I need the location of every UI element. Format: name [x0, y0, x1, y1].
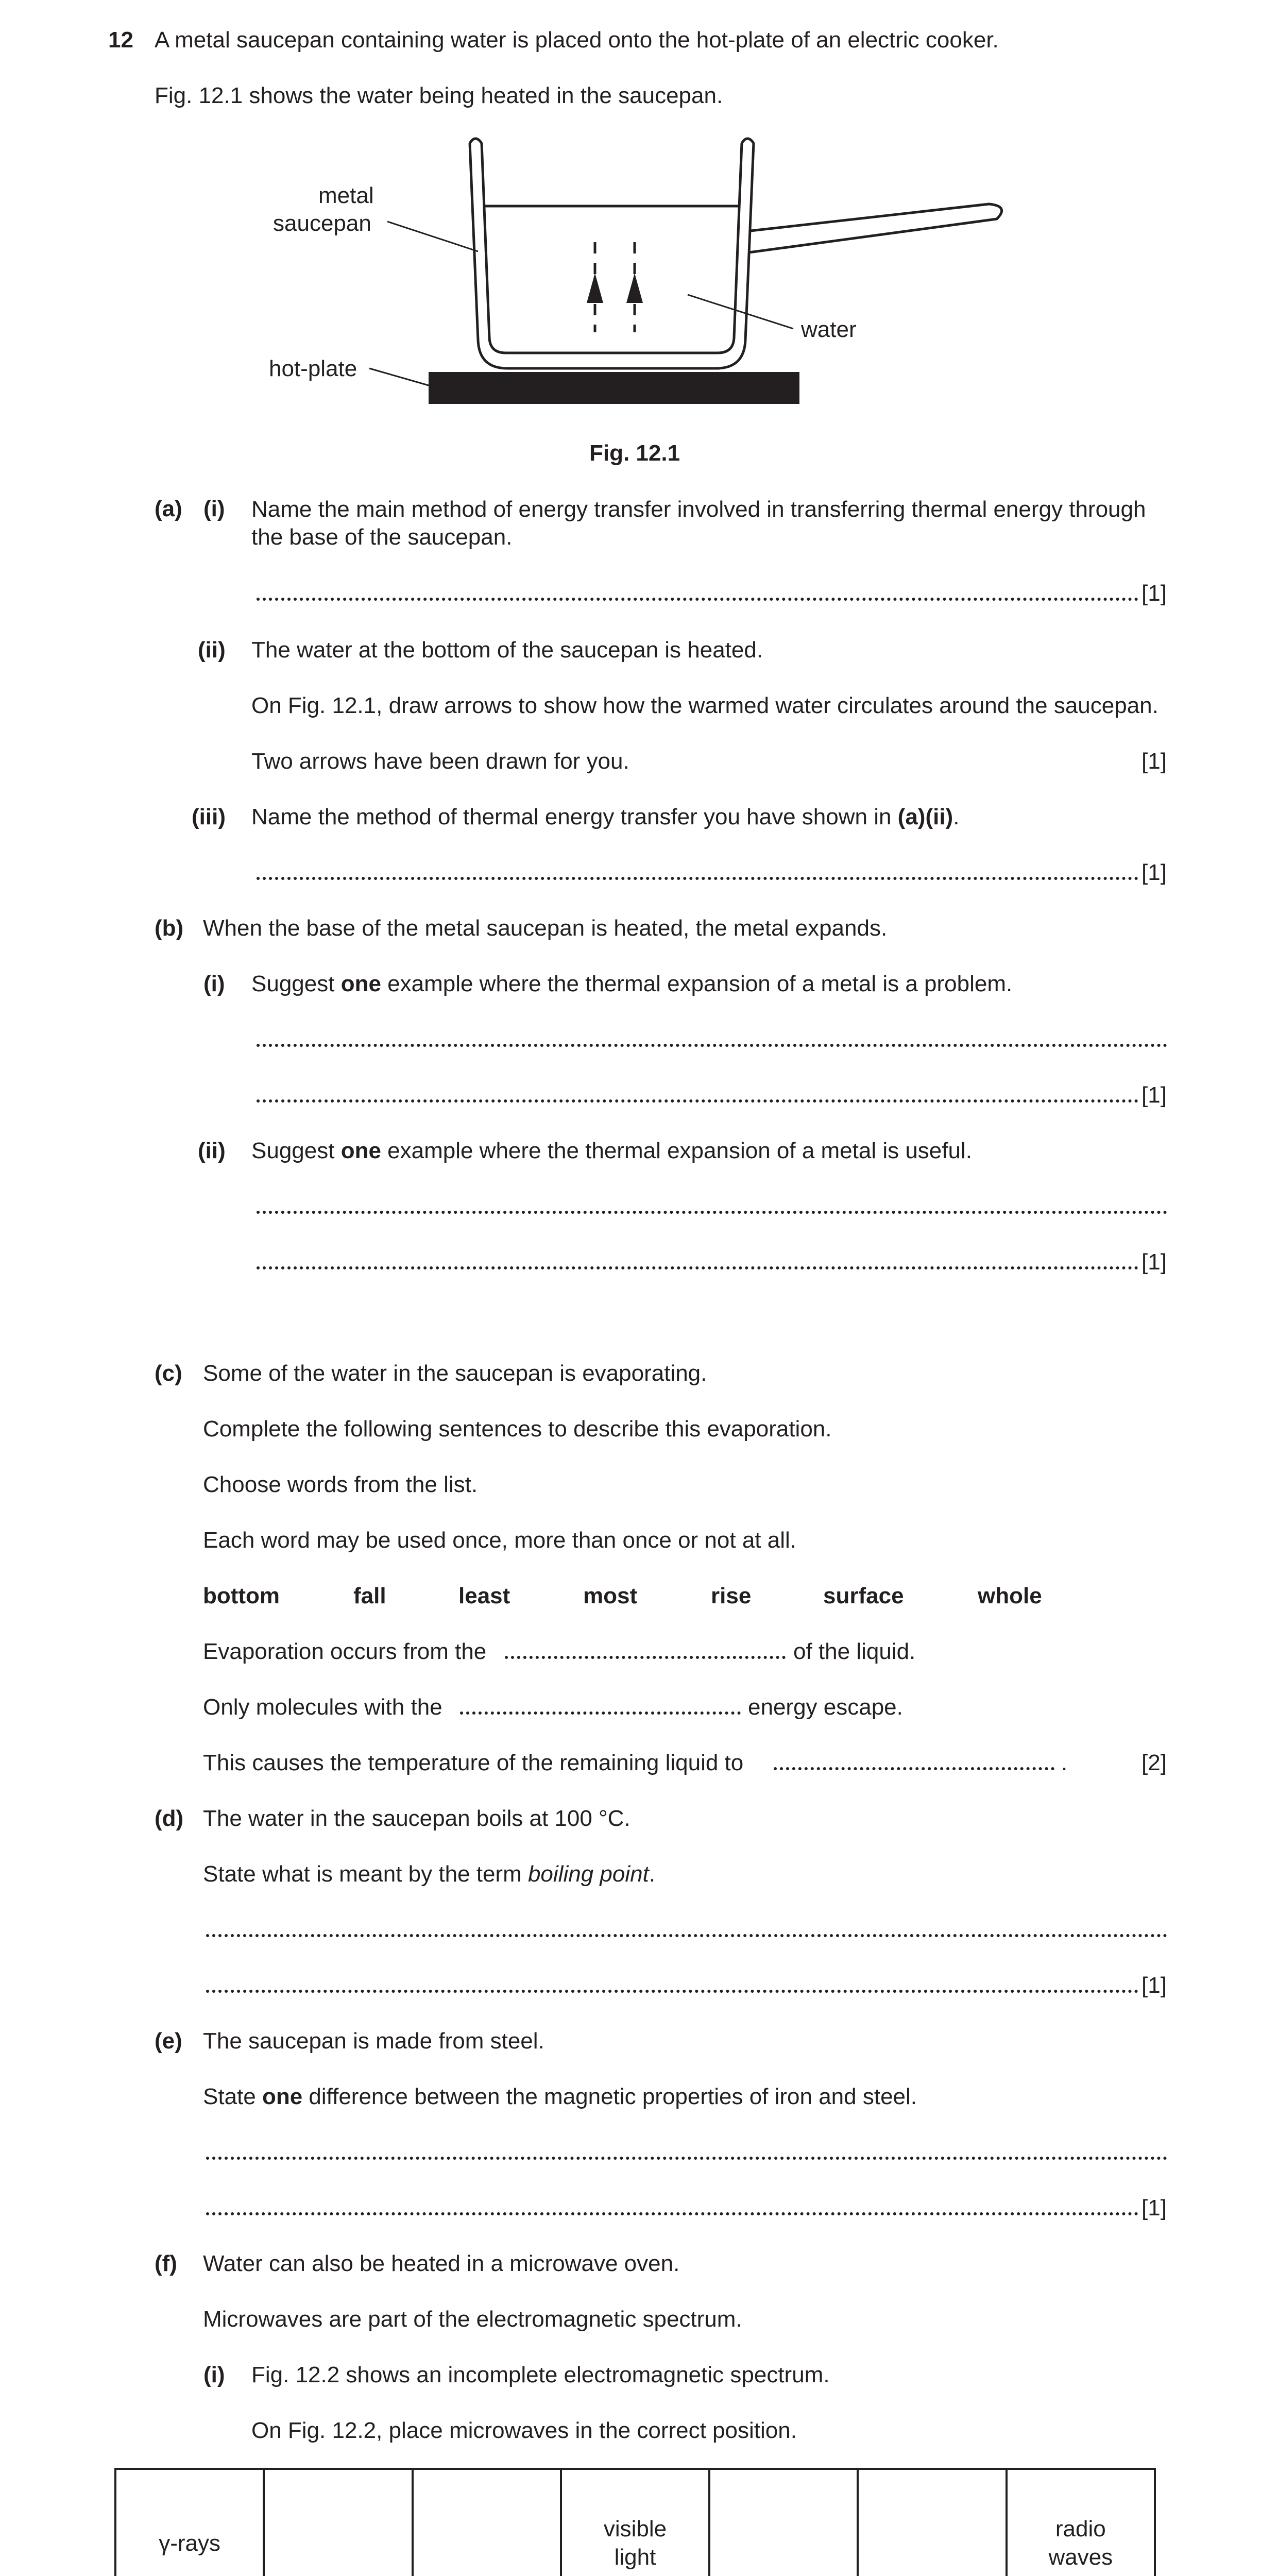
leader-water — [688, 295, 793, 329]
part-b-i-text — [251, 971, 1012, 998]
label-water: water — [801, 317, 857, 342]
part-d-line1: The water in the saucepan boils at 100 °C. — [203, 1806, 631, 1831]
sentence-2-post: energy escape. — [748, 1694, 903, 1720]
answer-line-e-2[interactable] — [206, 2212, 1138, 2215]
answer-line-d-2[interactable] — [206, 1990, 1138, 1993]
saucepan-diagram — [0, 0, 1278, 422]
part-e-line2 — [203, 2083, 917, 2111]
spectrum-cell-3 — [562, 2470, 710, 2576]
figure-intro: Fig. 12.1 shows the water being heated in the saucepan. — [155, 83, 723, 108]
spectrum-cell-4[interactable] — [710, 2470, 859, 2576]
arrow-head-left — [587, 273, 603, 303]
answer-line-a-iii[interactable] — [257, 877, 1138, 880]
part-f-line1: Water can also be heated in a microwave oven. — [203, 2251, 680, 2276]
word-surface: surface — [823, 1583, 904, 1608]
spectrum-cell-0 — [116, 2470, 265, 2576]
question-intro: A metal saucepan containing water is placed onto the hot-plate of an electric cooker. — [155, 27, 999, 53]
answer-line-b-ii-2[interactable] — [257, 1266, 1138, 1269]
word-whole: whole — [978, 1583, 1042, 1608]
mark-e: [1] — [1141, 2195, 1167, 2221]
spectrum-cell-2[interactable] — [414, 2470, 562, 2576]
part-c-label: (c) — [155, 1361, 182, 1386]
part-f-line2: Microwaves are part of the electromagnetic spectrum. — [203, 2307, 742, 2332]
mark-a-i: [1] — [1141, 581, 1167, 606]
part-b-i-bold: one — [340, 971, 381, 996]
mark-d: [1] — [1141, 1973, 1167, 1998]
part-c-line1: Some of the water in the saucepan is evaporating. — [203, 1361, 707, 1386]
word-fall: fall — [353, 1583, 386, 1608]
arrow-head-right — [626, 273, 643, 303]
answer-line-a-i[interactable] — [257, 598, 1138, 601]
answer-line-e-1[interactable] — [206, 2157, 1167, 2160]
answer-blank-s2[interactable] — [460, 1711, 741, 1715]
sentence-2-pre: Only molecules with the — [203, 1694, 442, 1720]
part-e-bold: one — [262, 2084, 303, 2109]
part-e-line1: The saucepan is made from steel. — [203, 2028, 544, 2054]
part-b-ii-text — [251, 1138, 972, 1165]
sentence-1-pre: Evaporation occurs from the — [203, 1639, 487, 1664]
saucepan-rim-right — [742, 139, 754, 143]
part-b-ii-bold: one — [340, 1138, 381, 1163]
spectrum-cell-5[interactable] — [859, 2470, 1007, 2576]
part-f-i-line2: On Fig. 12.2, place microwaves in the correct position. — [251, 2418, 797, 2443]
sentence-3-post: . — [1061, 1750, 1068, 1775]
word-bottom: bottom — [203, 1583, 280, 1608]
mark-b-i: [1] — [1141, 1082, 1167, 1108]
part-a-ii-line2: On Fig. 12.1, draw arrows to show how the warmed water circulates around the saucepan. — [251, 693, 1158, 718]
part-f-i-line1: Fig. 12.2 shows an incomplete electromagnetic spectrum. — [251, 2362, 830, 2387]
part-a-iii-label: (iii) — [192, 804, 226, 829]
answer-line-b-i-1[interactable] — [257, 1044, 1167, 1047]
mark-b-ii: [1] — [1141, 1249, 1167, 1275]
part-a-iii-ref: (a)(ii) — [897, 804, 953, 829]
answer-blank-s1[interactable] — [505, 1656, 786, 1659]
spectrum-cell-6 — [1008, 2470, 1154, 2576]
mark-c: [2] — [1141, 1750, 1167, 1775]
answer-line-b-ii-1[interactable] — [257, 1211, 1167, 1214]
label-saucepan: saucepan — [273, 211, 371, 236]
part-e-label: (e) — [155, 2028, 182, 2054]
part-a-iii-text-post: . — [953, 804, 960, 829]
part-e-pre: State — [203, 2084, 262, 2109]
question-number: 12 — [108, 27, 133, 53]
part-b-i-label: (i) — [203, 971, 225, 996]
part-d-term: boiling point — [527, 1861, 649, 1887]
part-b-ii-post: example where the thermal expansion of a metal is useful. — [381, 1138, 972, 1163]
word-most: most — [583, 1583, 638, 1608]
part-d-label: (d) — [155, 1806, 184, 1831]
part-a-iii-text-pre: Name the method of thermal energy transfer you have shown in — [251, 804, 898, 829]
part-a-ii-line1: The water at the bottom of the saucepan is heated. — [251, 637, 763, 663]
part-c-line4: Each word may be used once, more than once or not at all. — [203, 1528, 796, 1553]
part-c-line2: Complete the following sentences to describe this evaporation. — [203, 1416, 832, 1442]
part-c-line3: Choose words from the list. — [203, 1472, 478, 1497]
part-d-line2-post: . — [649, 1861, 656, 1887]
part-e-post: difference between the magnetic properties of iron and steel. — [302, 2084, 917, 2109]
part-b-label: (b) — [155, 916, 184, 941]
part-a-i-label: (i) — [203, 496, 225, 521]
spectrum-cell-label: visible light — [603, 2516, 667, 2570]
leader-metal — [387, 222, 478, 251]
answer-line-b-i-2[interactable] — [257, 1099, 1138, 1103]
saucepan-handle — [749, 204, 1002, 252]
answer-blank-s3[interactable] — [774, 1767, 1054, 1770]
mark-a-ii: [1] — [1141, 749, 1167, 774]
part-b-i-post: example where the thermal expansion of a metal is a problem. — [381, 971, 1013, 996]
part-b-text: When the base of the metal saucepan is heated, the metal expands. — [203, 916, 888, 941]
sentence-3-pre: This causes the temperature of the remaining liquid to — [203, 1750, 744, 1775]
part-a-label: (a) — [155, 496, 182, 521]
part-f-i-label: (i) — [203, 2362, 225, 2387]
saucepan-outline — [470, 143, 754, 368]
hot-plate — [429, 372, 799, 404]
spectrum-cell-label: γ-rays — [159, 2530, 221, 2556]
mark-a-iii: [1] — [1141, 860, 1167, 885]
label-metal: metal — [318, 183, 374, 208]
part-a-iii-text — [251, 804, 959, 831]
em-spectrum-table — [114, 2468, 1156, 2576]
part-b-ii-pre: Suggest — [251, 1138, 341, 1163]
part-b-ii-label: (ii) — [198, 1138, 226, 1163]
answer-line-d-1[interactable] — [206, 1934, 1167, 1937]
part-d-line2 — [203, 1861, 655, 1888]
part-f-label: (f) — [155, 2251, 177, 2276]
part-a-ii-line3: Two arrows have been drawn for you. — [251, 749, 629, 774]
figure-12-1-caption: Fig. 12.1 — [589, 440, 680, 466]
part-a-ii-label: (ii) — [198, 637, 226, 663]
leader-hotplate — [369, 368, 429, 385]
sentence-1-post: of the liquid. — [793, 1639, 916, 1664]
label-hot-plate: hot-plate — [269, 356, 357, 381]
word-least: least — [458, 1583, 510, 1608]
spectrum-cell-label: radio waves — [1048, 2516, 1113, 2570]
part-d-line2-pre: State what is meant by the term — [203, 1861, 528, 1887]
part-a-i-text: Name the main method of energy transfer involved in transferring thermal energy through the base of the saucepan. — [251, 497, 1146, 550]
part-b-i-pre: Suggest — [251, 971, 341, 996]
spectrum-cell-1[interactable] — [265, 2470, 413, 2576]
saucepan-rim-left — [470, 139, 482, 143]
word-rise: rise — [711, 1583, 752, 1608]
saucepan-inner-wall — [482, 143, 742, 353]
